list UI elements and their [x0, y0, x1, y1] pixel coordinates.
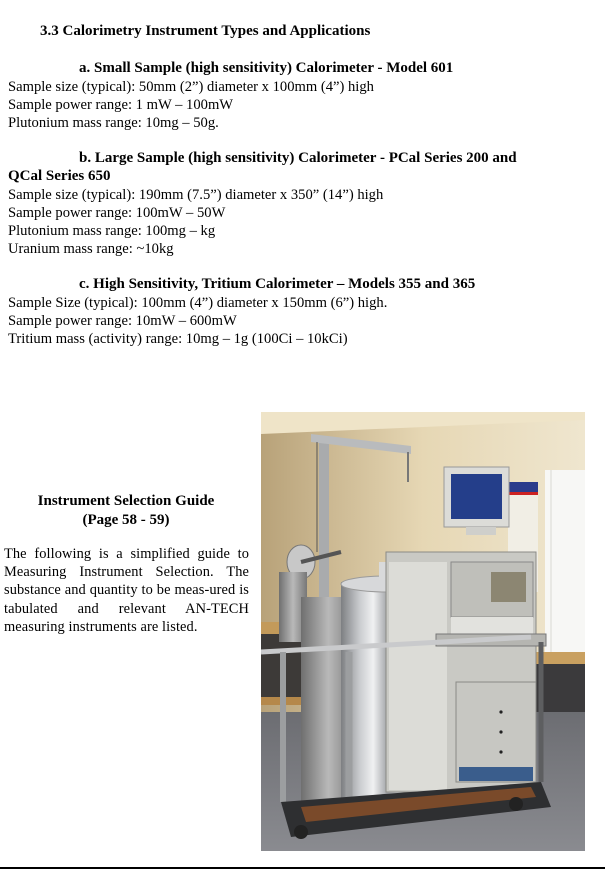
instrument-a-spec-power: Sample power range: 1 mW – 100mW [8, 97, 234, 113]
instrument-b-title-cont: QCal Series 650 [8, 168, 111, 184]
instrument-a-spec-mass: Plutonium mass range: 10mg – 50g. [8, 115, 219, 131]
instrument-a-title: a. Small Sample (high sensitivity) Calorimeter - Model 601 [79, 60, 454, 76]
instrument-c-spec-power: Sample power range: 10mW – 600mW [8, 313, 237, 329]
page-bottom-rule [0, 867, 605, 869]
instrument-c-spec-size: Sample Size (typical): 100mm (4”) diameter x 150mm (6”) high. [8, 295, 388, 311]
instrument-b-spec-pu-mass: Plutonium mass range: 100mg – kg [8, 223, 216, 239]
instrument-a-spec-size: Sample size (typical): 50mm (2”) diameter x 100mm (4”) high [8, 79, 374, 95]
instrument-c-title: c. High Sensitivity, Tritium Calorimeter – Models 355 and 365 [79, 276, 476, 292]
instrument-b-spec-power: Sample power range: 100mW – 50W [8, 205, 226, 221]
sidebar-title: Instrument Selection Guide [37, 493, 215, 509]
calorimeter-photo-illustration [261, 412, 585, 851]
calorimeter-photo [261, 412, 585, 851]
instrument-b-title: b. Large Sample (high sensitivity) Calorimeter - PCal Series 200 and [79, 150, 517, 166]
section-heading: 3.3 Calorimetry Instrument Types and Applications [40, 23, 371, 39]
instrument-c-spec-mass: Tritium mass (activity) range: 10mg – 1g (100Ci – 10kCi) [8, 331, 348, 347]
sidebar-paragraph: The following is a simplified guide to Measuring Instrument Selection. The substance and quantity to be meas-ured is tabulated and relevant AN-TECH measuring instruments are listed. [4, 546, 249, 635]
instrument-b-spec-u-mass: Uranium mass range: ~10kg [8, 241, 174, 257]
sidebar-pages: (Page 58 - 59) [82, 512, 170, 528]
instrument-b-spec-size: Sample size (typical): 190mm (7.5”) diameter x 350” (14”) high [8, 187, 384, 203]
